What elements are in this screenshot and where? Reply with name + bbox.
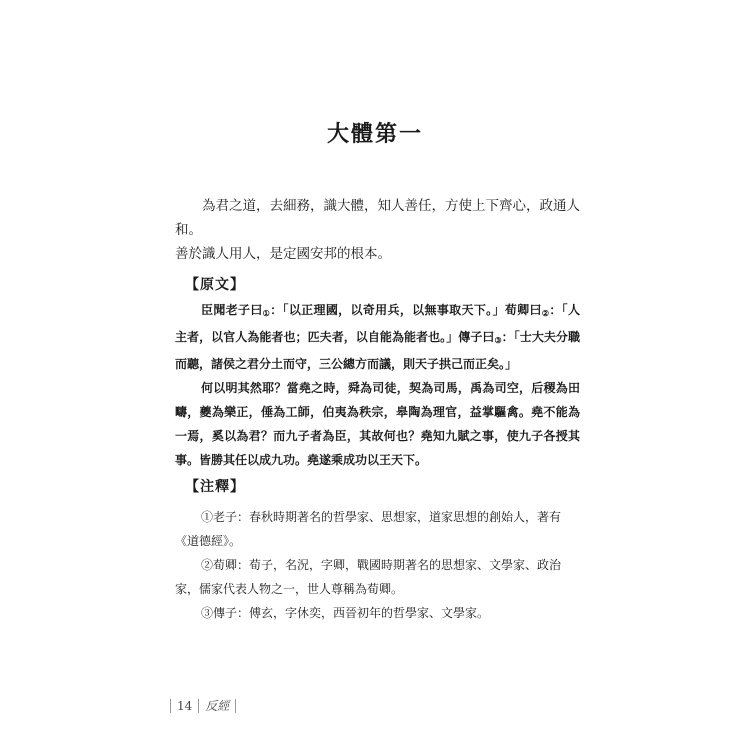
- notes-list: [175, 505, 580, 625]
- original-p1-part-d: ：「士大夫分職而聽，諸侯之君分土而守，三公總方而議，則天子拱己而正矣。」: [175, 330, 580, 371]
- note-2: ②荀卿：荀子，名況，字卿，戰國時期著名的思想家、文學家、政治家，儒家代表人物之一，世人尊稱為荀卿。: [175, 558, 562, 596]
- footer-divider-middle: [198, 699, 199, 713]
- original-p1-part-c: ：「人主者，以官人為能者也；匹夫者，以自能為能者也。」傳子曰: [175, 303, 581, 344]
- footnote-marker-1: ①: [262, 308, 271, 318]
- note-1: ①老子：春秋時期著名的哲學家、思想家，道家思想的創始人，著有《道德經》。: [175, 510, 562, 548]
- notes-heading: 【注釋】: [185, 479, 245, 495]
- original-p1-part-a: 臣聞老子曰: [201, 303, 263, 317]
- intro-line-2: 善於識人用人，是定國安邦的根本。: [175, 246, 391, 262]
- original-p1-part-b: ：「以正理國，以奇用兵，以無事取天下。」荀卿曰: [270, 303, 542, 317]
- original-text-heading: 【原文】: [185, 277, 245, 293]
- chapter-title: 大體第一: [326, 121, 423, 147]
- book-title: 反經: [205, 699, 230, 713]
- footer-divider-right: [235, 699, 236, 713]
- original-text: [175, 298, 580, 472]
- page-footer: [170, 697, 236, 714]
- note-3: ③傳子：傅玄，字休奕，西晉初年的哲學家、文學家。: [201, 606, 490, 620]
- footer-divider-left: [170, 699, 171, 713]
- original-paragraph-2: 何以明其然耶？當堯之時，舜為司徒，契為司馬，禹為司空，后稷為田疇，夔為樂正，倕為工師，伯夷為秩宗，皋陶為理官，益掌驅禽。堯不能為一焉，奚以為君？而九子者為臣，其故何也？堯知九賦之事，使九子各授其事。皆勝其任以成九功。堯遂乘成功以王天下。: [175, 381, 580, 467]
- original-paragraph-1: [175, 298, 580, 376]
- page-number: 14: [177, 698, 193, 713]
- intro-line-1: 為君之道，去細務，識大體，知人善任，方使上下齊心，政通人和。: [175, 198, 580, 238]
- chapter-intro: [175, 194, 580, 266]
- footnote-marker-3: ③: [494, 335, 502, 345]
- footnote-marker-2: ②: [541, 308, 550, 318]
